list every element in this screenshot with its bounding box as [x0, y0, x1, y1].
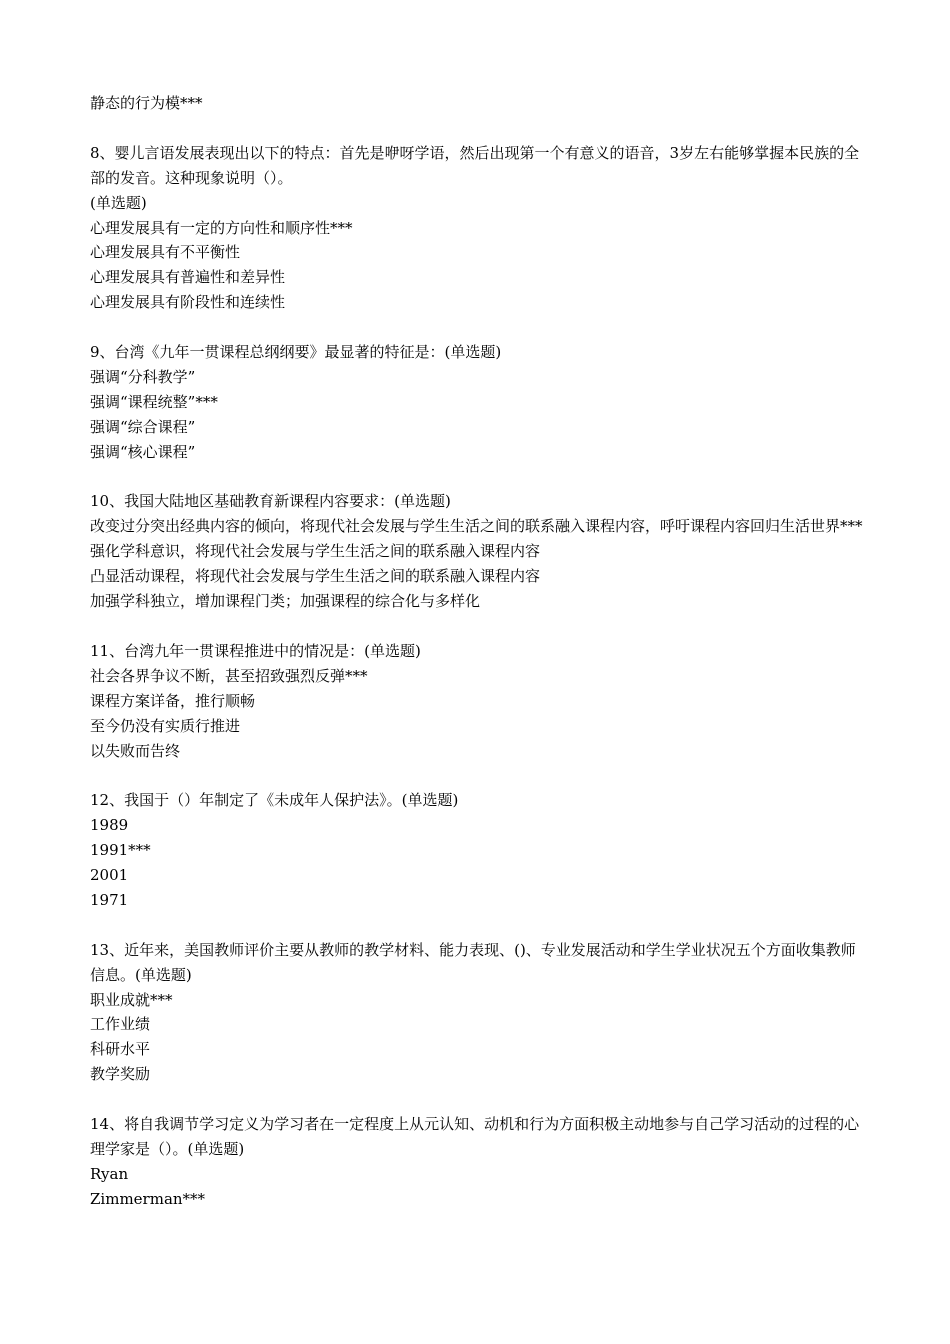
answer-option: 凸显活动课程，将现代社会发展与学生生活之间的联系融入课程内容 [90, 567, 541, 586]
answer-option: 心理发展具有一定的方向性和顺序性*** [90, 218, 353, 237]
question-stem: 13、近年来，美国教师评价主要从教师的教学材料、能力表现、()、专业发展活动和学生学业状况五个方面收集教师信息。(单选题) [90, 940, 856, 984]
question-block [90, 639, 865, 764]
answer-option: 课程方案详备，推行顺畅 [90, 691, 256, 710]
question-block [90, 1112, 865, 1212]
answer-option: 心理发展具有普遍性和差异性 [90, 268, 286, 287]
answer-option: 强化学科意识，将现代社会发展与学生生活之间的联系融入课程内容 [90, 542, 541, 561]
answer-option: Zimmerman*** [90, 1189, 206, 1208]
answer-option: Ryan [90, 1164, 129, 1183]
answer-option: 强调“分科教学” [90, 367, 196, 386]
answer-option: 教学奖励 [90, 1065, 151, 1084]
question-block [90, 938, 865, 1087]
answer-option: 1989 [90, 816, 129, 835]
question-stem: 9、台湾《九年一贯课程总纲纲要》最显著的特征是：(单选题) [90, 343, 502, 362]
answer-option: 心理发展具有阶段性和连续性 [90, 293, 286, 312]
answer-option: 强调“综合课程” [90, 417, 196, 436]
answer-option: 以失败而告终 [90, 741, 181, 760]
question-stem: 12、我国于（）年制定了《未成年人保护法》。(单选题) [90, 791, 459, 810]
answer-option: 心理发展具有不平衡性 [90, 243, 241, 262]
answer-option: 强调“核心课程” [90, 442, 196, 461]
question-block [90, 788, 865, 913]
answer-option: 1971 [90, 890, 129, 909]
question-block [90, 340, 865, 465]
answer-option: 改变过分突出经典内容的倾向，将现代社会发展与学生生活之间的联系融入课程内容，呼吁课程内容回归生活世界*** [90, 517, 863, 536]
question-stem: 10、我国大陆地区基础教育新课程内容要求：(单选题) [90, 492, 451, 511]
question-stem: 14、将自我调节学习定义为学习者在一定程度上从元认知、动机和行为方面积极主动地参与自己学习活动的过程的心理学家是（）。(单选题) [90, 1115, 860, 1158]
answer-option: 至今仍没有实质行推进 [90, 716, 241, 735]
answer-option: 工作业绩 [90, 1015, 151, 1034]
question-block [90, 489, 865, 614]
question-stem: 11、台湾九年一贯课程推进中的情况是：(单选题) [90, 641, 421, 660]
document-body [90, 91, 865, 1212]
answer-option: 强调“课程统整”*** [90, 392, 218, 411]
intro-line: 静态的行为模*** [90, 94, 203, 112]
answer-option: 社会各界争议不断，甚至招致强烈反弹*** [90, 666, 368, 685]
answer-option: 2001 [90, 866, 129, 885]
question-block [90, 141, 865, 315]
question-stem: 8、婴儿言语发展表现出以下的特点：首先是咿呀学语，然后出现第一个有意义的语音，3岁左右能够掌握本民族的全部的发音。这种现象说明（）。 [90, 143, 860, 187]
answer-option: 职业成就*** [90, 990, 173, 1009]
answer-option: 科研水平 [90, 1040, 151, 1059]
answer-option: 加强学科独立，增加课程门类；加强课程的综合化与多样化 [90, 592, 481, 611]
answer-option: 1991*** [90, 841, 151, 860]
question-list [90, 141, 865, 1212]
question-type-note: (单选题) [90, 193, 147, 212]
